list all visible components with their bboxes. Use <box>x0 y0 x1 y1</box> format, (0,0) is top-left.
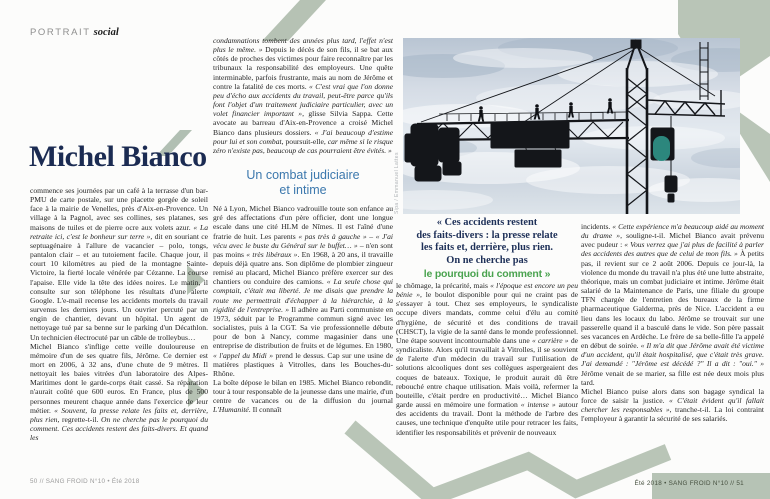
crane-photo <box>403 38 740 214</box>
pull-quote-line: les faits et, derrière, plus rien. <box>421 242 553 254</box>
body-paragraph: le chômage, la précarité, mais « l'époque est encore un peu bénie », le boulot disponible pour qui ne craint pas de s'essayer à tout. Chez ses employeurs, le syndicaliste occupe divers mandats, comme celui d'élu au comité d'hygiène, de sécurité et des conditions de travail (CHSCT), la vigie de la santé dans le monde professionnel. Une étape souvent incontournable dans une « carrière » de syndicaliste. Alors qu'il travaillait à Vitrolles, il se souvient de l'alerte d'un médecin du travail sur l'utilisation de solutions alcooliques dont ses collègues aspergeaient des coques de bateaux. Toxique, le produit aurait dû être rebouché entre chaque utilisation. Mais voilà, refermer la bouteille, c'était perdre en productivité… Michel Bianco garde aussi en mémoire une formation « intense » autour des accidents du travail. Dont la méthode de l'arbre des causes, une technique d'enquête utile pour retracer les faits, identifier les responsabilités et prévenir de nouveaux <box>396 281 578 437</box>
pull-quote-line: On ne cherche pas <box>446 254 528 266</box>
pull-quote-line: « Ces accidents restent <box>436 217 538 228</box>
page-title: Michel Bianco <box>29 140 207 173</box>
section-subhead <box>213 168 393 197</box>
cab-tarp <box>653 136 670 161</box>
body-paragraph: Michel Bianco puise alors dans son bagage syndical la force de saisir la justice. « C'était évident qu'il fallait chercher les responsables », tranche-t-il. La loi contraint l'employeur à garantir la sécurité de ses salariés. <box>581 386 764 424</box>
column-1 <box>30 186 208 470</box>
body-paragraph: Michel Bianco s'inflige cette veille douloureuse en mémoire d'un de ses quatre fils, Jérôme. Ce dernier est mort en 2006, à 32 ans, d'une chute de 9 mètres. Il nettoyait les baies vitrées d'un laboratoire des Alpes-Maritimes dont le garde-corps était cassé. Sa réparation n'aurait coûté que 600 euros. En France, plus de 500 personnes meurent chaque année dans l'exercice de leur métier. « Souvent, la presse relate les faits et, derrière, plus rien, regrette-t-il. On ne cherche pas le pourquoi du comment. Ces accidents restent des faits-divers. Et quand les <box>30 341 208 443</box>
body-paragraph: incidents. « Cette expérience m'a beaucoup aidé au moment du drame », souligne-t-il. Michel Bianco avait prévenu avec pudeur : « Vous verrez que j'ai plus de facilité à parler des accidents des autres que de celui de mon fils. » À petits pas, il revient sur ce 2 août 2006. Depuis ce jour-là, la violence du monde du travail n'a plus été une lutte abstraite, théorique, mais un combat judiciaire et intime. Jérôme était salarié de la Maintenance de Paris, une filiale du groupe TFN chargée de l'entretien des bureaux de la firme pharmaceutique Galderma, près de Nice. L'accident a eu lieu dans les locaux du labo. Jérôme se trouvait sur une passerelle quand il a basculé dans le vide. Son père passait ses vacances en Ardèche. Le frère de sa belle-fille l'a appelé en début de soirée. « Il m'a dit que Jérôme avait été victime d'un accident, qu'il était hospitalisé, que c'était très grave. J'ai demandé : "Jérôme est décédé ?" Il a dit : "oui." » Jérôme venait de se marier, sa fille est née deux mois plus tard. <box>581 222 764 387</box>
body-paragraph: Né à Lyon, Michel Bianco vadrouille toute son enfance au gré des affectations d'un père officier, dont une longue escale dans une cité HLM de Nîmes. Il est l'aîné d'une fratrie de huit. Les parents « pas très à gauche » – « J'ai vécu avec le buste du Général sur le buffet… » – n'en sont pas moins « très libéraux ». En 1968, à 20 ans, il travaille depuis déjà quatre ans. Son diplôme de plombier zingueur remisé au placard, Michel Bianco préfère exercer sur des chantiers ou conduire des camions. « La seule chose qui comptait, c'était ma liberté. Je me disais que prendre la route me permettrait d'échapper à la hiérarchie, à la rigidité de l'entreprise. » Il adhère au Parti communiste en 1973, séduit par le Programme commun signé avec les socialistes, puis à la CGT. Sa vie professionnelle débute pour de bon à Nancy, comme magasinier dans une entreprise de distribution de fruits et de légumes. En 1980, « l'appel du Midi » prend le dessus. Cap sur une usine de matières plastiques à Vitrolles, dans les Bouches-du-Rhône. <box>213 204 393 378</box>
diagonal-stripe-decor <box>262 0 326 41</box>
pull-quote-highlight: le pourquoi du comment » <box>423 268 551 281</box>
subhead-line: et intime <box>279 182 327 197</box>
subhead-line: Un combat judiciaire <box>246 168 360 183</box>
kicker-label: PORTRAIT <box>30 27 91 38</box>
left-folio: 50 // SANG FROID N°10 • Été 2018 <box>30 478 140 485</box>
body-paragraph: commence ses journées par un café à la terrasse d'un bar-PMU de carte postale, sur une placette gorgée de soleil face à la mairie de Venelles, près d'Aix-en-Provence. Un village à la Pagnol, avec ses collines, ses platanes, ses maisons de tuiles et de pierre ocre aux volets azur. « La retraite ici, c'est le bonheur sur terre », dit en souriant ce septuagénaire à l'allure de vacancier – polo, tongs, pantalon clair – et au tutoiement facile. Chaque jour, il court 10 kilomètres au pied de la montagne Sainte-Victoire, la fierté locale vénérée par Cézanne. La course l'apaise. Elle vide la tête des idées noires. Le matin, il consulte sur son téléphone les résultats d'une alerte Google. L'e-mail recense les accidents mortels du travail survenus les derniers jours. Un ouvrier percuté par un engin de chantier, devant un hôpital. Un agent de nettoyage tué par sa benne sur le parking d'un Décathlon. Un technicien électrocuté par un câble de trolleybus… <box>30 186 208 342</box>
column-3 <box>396 281 578 463</box>
kicker <box>30 22 119 40</box>
column-2 <box>213 36 393 478</box>
body-paragraph: La boîte dépose le bilan en 1985. Michel Bianco rebondit, tour à tour responsable de la jeunesse dans une mairie, d'un centre de vacances ou de la diffusion du journal L'Humanité. Il connaît <box>213 378 393 415</box>
pull-quote-line: des faits-divers : la presse relate <box>416 229 558 241</box>
kicker-accent: social <box>93 27 119 38</box>
column-4 <box>581 222 764 465</box>
right-folio: Été 2018 • SANG FROID N°10 // 51 <box>634 480 744 487</box>
photo-credit: Sipa / Emmanuel Lattes <box>394 152 400 214</box>
pull-quote <box>396 217 578 281</box>
body-paragraph: condamnations tombent des années plus tard, l'effet n'est plus le même. » Depuis le décès de son fils, il se bat aux côtés de proches des victimes pour faire reconnaître par les tribunaux la responsabilité des employeurs. Une quête interminable, parfois frustrante, mais au nom de Jérôme et contre la fatalité de ces morts. « C'est vrai que l'on donne peu d'écho aux accidents du travail, peut-être parce qu'ils font l'objet d'un traitement judiciaire particulier, avec un volet financier important », glisse Silvia Sappa. Cette avocate au barreau d'Aix-en-Provence a croisé Michel Bianco dans plusieurs dossiers. « J'ai beaucoup d'estime pour lui et son combat, poursuit-elle, car même si le risque zéro n'existe pas, beaucoup de cas pourraient être évités. » <box>213 36 393 155</box>
